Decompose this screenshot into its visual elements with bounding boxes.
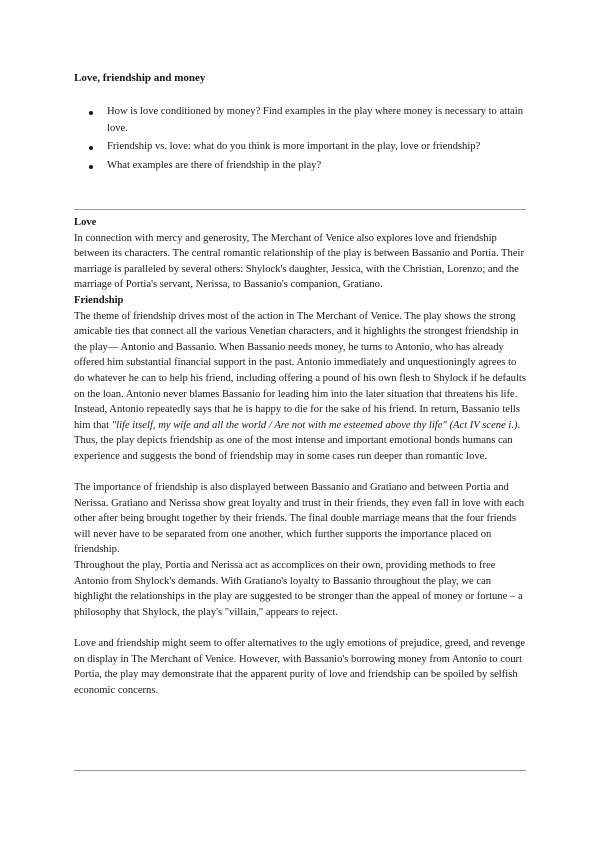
horizontal-divider bbox=[74, 770, 526, 771]
love-heading: Love bbox=[74, 217, 97, 228]
friendship-text-before-quote: The theme of friendship drives most of the action in The Merchant of Venice. The play shows the strong amicable ties that connect all the various Venetian characters, and it highlights the strongest friendship in the play— Antonio and Bassanio. When Bassanio needs money, he turns to Antonio, who has already offered him substantial financial support in the past. Antonio immediately and unquestioningly agrees to do whatever he can to help his friend, including offering a pound of his own flesh to Shylock if he defaults on the loan. Antonio never blames Bassanio for leading him into the later situation that threatens his life. Instead, Antonio repeatedly says that he is happy to die for the sake of his friend. In return, Bassanio tells him that bbox=[74, 310, 526, 431]
section-title: Love, friendship and money bbox=[74, 72, 206, 84]
friendship-text-after-quote: . Thus, the play depicts friendship as one of the most intense and important emotional bonds humans can experience and suggests the bond of friendship may in some cases run deeper than romantic love. bbox=[74, 419, 521, 462]
paragraph-spacer bbox=[74, 465, 526, 481]
question-item: What examples are there of friendship in the play? bbox=[74, 158, 534, 175]
friendship-paragraph-3: Throughout the play, Portia and Nerissa act as accomplices on their own, providing methods to free Antonio from Shylock's demands. With Gratiano's loyalty to Bassanio throughout the play, we can highlight the relationships in the play are suggested to be stronger than the appeal of money or fortune – a philosophy that Shylock, the play's "villain," appears to reject. bbox=[74, 560, 523, 618]
friendship-heading: Friendship bbox=[74, 294, 124, 306]
question-list bbox=[74, 104, 534, 176]
play-quote: "life itself, my wife and all the world / Are not with me esteemed above thy life" (Act IV scene i.) bbox=[111, 419, 518, 431]
paragraph-spacer bbox=[74, 620, 526, 636]
friendship-paragraph-2: The importance of friendship is also displayed between Bassanio and Gratiano and between Portia and Nerissa. Gratiano and Nerissa show great loyalty and trust in their friends, they even fall in love with each other after being brought together by their friends. The final double marriage means that the four friends will never have to be separated from one another, which further supports the importance placed on friendship. bbox=[74, 482, 525, 556]
horizontal-divider bbox=[74, 209, 526, 210]
question-item: How is love conditioned by money? Find examples in the play where money is necessary to attain love. bbox=[74, 104, 534, 137]
friendship-paragraph-4: Love and friendship might seem to offer alternatives to the ugly emotions of prejudice, greed, and revenge on display in The Merchant of Venice. However, with Bassanio's borrowing money from Antonio to court Portia, the play may demonstrate that the apparent purity of love and friendship can be spoiled by selfish economic concerns. bbox=[74, 638, 526, 696]
essay-body bbox=[74, 215, 526, 698]
love-paragraph: In connection with mercy and generosity, The Merchant of Venice also explores love and friendship between its characters. The central romantic relationship of the play is between Bassanio and Portia. Their marriage is paralleled by several others: Shylock's daughter, Jessica, with the Christian, Lorenzo; and the marriage of Portia's servant, Nerissa, to Bassanio's companion, Gratiano. bbox=[74, 232, 524, 291]
question-item: Friendship vs. love: what do you think is more important in the play, love or friendship? bbox=[74, 139, 534, 156]
friendship-paragraph-1 bbox=[74, 309, 526, 465]
